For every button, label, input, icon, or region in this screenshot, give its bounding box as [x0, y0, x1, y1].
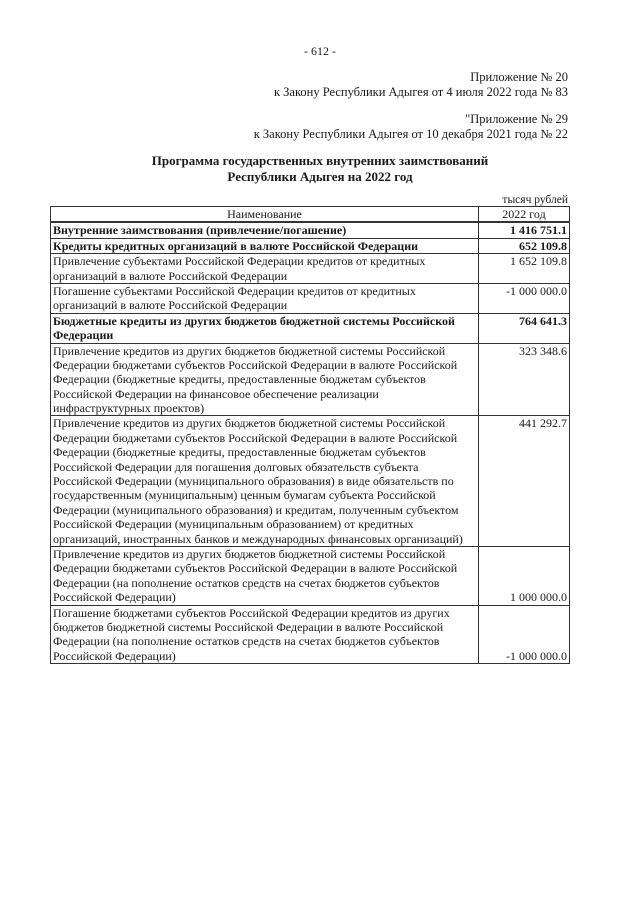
row-name: Погашение субъектами Российской Федерации кредитов от кредитных организаций в валюте Российской Федерации	[51, 283, 479, 313]
table-header-row	[51, 207, 570, 223]
appendix-previous	[254, 112, 568, 143]
row-name: Привлечение кредитов из других бюджетов бюджетной системы Российской Федерации бюджетами субъектов Российской Федерации в валюте Российской Федерации (на пополнение остатков средств на счетах бюджетов субъектов Российской Федерации)	[51, 546, 479, 605]
header-year: 2022 год	[479, 207, 570, 223]
row-name: Привлечение субъектами Российской Федерации кредитов от кредитных организаций в валюте Российской Федерации	[51, 254, 479, 284]
header-name: Наименование	[51, 207, 479, 223]
title-line-2: Республики Адыгея на 2022 год	[227, 168, 413, 184]
row-value: 323 348.6	[479, 343, 570, 416]
table-row	[51, 605, 570, 664]
table-row	[51, 313, 570, 343]
row-name: Кредиты кредитных организаций в валюте Российской Федерации	[51, 238, 479, 253]
table-row	[51, 222, 570, 238]
table-row	[51, 546, 570, 605]
page-number: - 612 -	[304, 44, 336, 58]
appendix-current	[274, 70, 568, 101]
appendix-previous-law: к Закону Республики Адыгея от 10 декабря 2021 года № 22	[253, 127, 568, 142]
row-name: Привлечение кредитов из других бюджетов бюджетной системы Российской Федерации бюджетами субъектов Российской Федерации в валюте Российской Федерации (бюджетные кредиты, предоставленные бюджетам субъектов Российской Федерации на финансовое обеспечение реализации инфраструктурных проектов)	[51, 343, 479, 416]
table-row	[51, 416, 570, 547]
row-value: 441 292.7	[479, 416, 570, 547]
row-value: -1 000 000.0	[479, 283, 570, 313]
document-title	[60, 153, 580, 185]
row-value: 1 416 751.1	[479, 222, 570, 238]
row-name: Внутренние заимствования (привлечение/погашение)	[51, 222, 479, 238]
title-line-1: Программа государственных внутренних заимствований	[151, 153, 489, 168]
row-value: 1 652 109.8	[479, 254, 570, 284]
row-value: 764 641.3	[479, 313, 570, 343]
table-row	[51, 283, 570, 313]
row-value: 1 000 000.0	[479, 546, 570, 605]
table-row	[51, 238, 570, 253]
units-label: тысяч рублей	[502, 194, 568, 206]
table-row	[51, 343, 570, 416]
row-value: 652 109.8	[479, 238, 570, 253]
appendix-current-law: к Закону Республики Адыгея от 4 июля 2022 года № 83	[273, 85, 568, 100]
appendix-current-number: Приложение № 20	[470, 70, 568, 84]
row-value: -1 000 000.0	[479, 605, 570, 664]
row-name: Привлечение кредитов из других бюджетов бюджетной системы Российской Федерации бюджетами субъектов Российской Федерации в валюте Российской Федерации (бюджетные кредиты, предоставленные бюджетам субъектов Российской Федерации для погашения долговых обязательств субъекта Российской Федерации (муниципального образования) в виде обязательств по государственным (муниципальным) ценным бумагам субъекта Российской Федерации (муниципального образования) и кредитам, полученным субъектом Российской Федерации (муниципальным образованием) от кредитных организаций, иностранных банков и международных финансовых организаций)	[51, 416, 479, 547]
appendix-previous-number: "Приложение № 29	[465, 112, 568, 126]
table-row	[51, 254, 570, 284]
row-name: Бюджетные кредиты из других бюджетов бюджетной системы Российской Федерации	[51, 313, 479, 343]
row-name: Погашение бюджетами субъектов Российской Федерации кредитов из других бюджетов бюджетной системы Российской Федерации в валюте Российской Федерации (на пополнение остатков средств на счетах бюджетов субъектов Российской Федерации)	[51, 605, 479, 664]
borrowing-table	[50, 206, 570, 664]
